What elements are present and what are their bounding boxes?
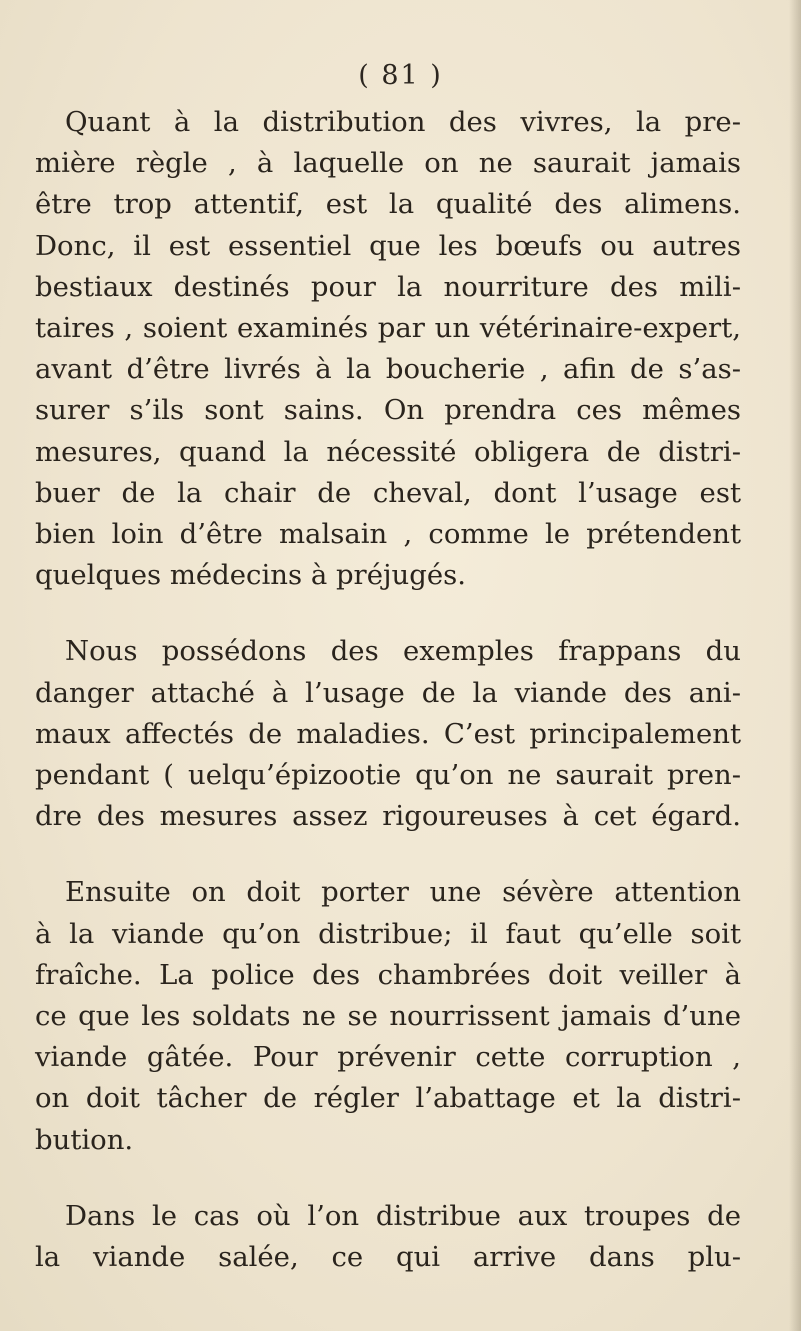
- paragraph-exemples-danger: [35, 631, 741, 837]
- paragraph-viande-salee: [35, 1196, 741, 1278]
- text-line: maux affectés de maladies. C’est principalement: [35, 717, 741, 750]
- text-line: viande gâtée. Pour prévenir cette corruption ,: [35, 1041, 741, 1074]
- text-line: bestiaux destinés pour la nourriture des mili-: [35, 270, 741, 303]
- text-line: à la viande qu’on distribue; il faut qu’elle soit: [35, 917, 741, 950]
- text-line: avant d’être livrés à la boucherie , afin de s’as-: [35, 353, 741, 386]
- paragraph-distribution-vivres: [35, 102, 741, 596]
- text-line: danger attaché à l’usage de la viande des ani-: [35, 676, 741, 709]
- text-line: Nous possédons des exemples frappans du: [65, 635, 741, 668]
- text-line: fraîche. La police des chambrées doit veiller à: [35, 958, 741, 991]
- text-line: on doit tâcher de régler l’abattage et la distri-: [35, 1082, 741, 1115]
- text-line: être trop attentif, est la qualité des alimens.: [35, 188, 741, 221]
- page-number: ( 81 ): [358, 60, 443, 91]
- text-line: Dans le cas où l’on distribue aux troupes de: [65, 1199, 741, 1232]
- text-line: mesures, quand la nécessité obligera de distri-: [35, 435, 741, 468]
- text-line: taires , soient examinés par un vétérinaire-expert,: [35, 312, 741, 345]
- text-line: bution.: [35, 1123, 134, 1156]
- text-body: [35, 102, 741, 1313]
- text-line: surer s’ils sont sains. On prendra ces mêmes: [35, 394, 741, 427]
- text-line: Ensuite on doit porter une sévère attention: [65, 876, 741, 909]
- text-line: ce que les soldats ne se nourrissent jamais d’une: [35, 1000, 741, 1033]
- text-line: Quant à la distribution des vivres, la pre-: [65, 106, 741, 138]
- text-line: mière règle , à laquelle on ne saurait jamais: [35, 147, 741, 180]
- text-line: buer de la chair de cheval, dont l’usage est: [35, 476, 741, 509]
- page-binding-edge: [789, 0, 801, 1331]
- text-line: dre des mesures assez rigoureuses à cet égard.: [35, 800, 741, 833]
- text-line: quelques médecins à préjugés.: [35, 559, 466, 592]
- text-line: la viande salée, ce qui arrive dans plu-: [35, 1241, 741, 1274]
- text-line: Donc, il est essentiel que les bœufs ou autres: [35, 229, 741, 262]
- text-line: bien loin d’être malsain , comme le prétendent: [35, 518, 741, 551]
- paragraph-viande-fraiche: [35, 872, 741, 1160]
- text-line: pendant ( uelqu’épizootie qu’on ne saurait pren-: [35, 759, 741, 792]
